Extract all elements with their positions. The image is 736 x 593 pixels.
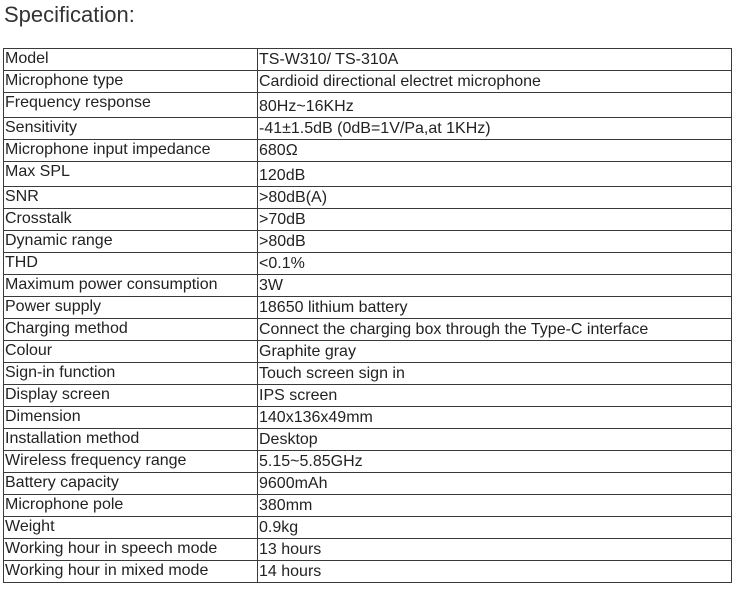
spec-value-weight: 0.9kg: [258, 517, 732, 539]
spec-label-model: Model: [4, 49, 258, 71]
spec-label-colour: Colour: [4, 341, 258, 363]
spec-value-input-impedance: 680Ω: [258, 140, 732, 162]
table-row: [4, 140, 732, 162]
table-row: [4, 187, 732, 209]
table-row: [4, 319, 732, 341]
spec-value-display-screen: IPS screen: [258, 385, 732, 407]
spec-value-power-supply: 18650 lithium battery: [258, 297, 732, 319]
spec-label-snr: SNR: [4, 187, 258, 209]
table-row: [4, 162, 732, 187]
spec-label-dynamic-range: Dynamic range: [4, 231, 258, 253]
spec-value-max-spl: 120dB: [258, 162, 732, 187]
spec-label-wireless-frequency-range: Wireless frequency range: [4, 451, 258, 473]
spec-value-colour: Graphite gray: [258, 341, 732, 363]
spec-value-dynamic-range: >80dB: [258, 231, 732, 253]
table-row: [4, 253, 732, 275]
spec-label-input-impedance: Microphone input impedance: [4, 140, 258, 162]
spec-label-mixed-mode-hours: Working hour in mixed mode: [4, 561, 258, 583]
page-title: Specification:: [4, 2, 135, 27]
table-row: [4, 231, 732, 253]
table-row: [4, 209, 732, 231]
spec-value-charging-method: Connect the charging box through the Type-C interface: [258, 319, 732, 341]
spec-value-frequency-response: 80Hz~16KHz: [258, 93, 732, 118]
spec-value-microphone-type: Cardioid directional electret microphone: [258, 71, 732, 93]
spec-label-power-supply: Power supply: [4, 297, 258, 319]
spec-label-sensitivity: Sensitivity: [4, 118, 258, 140]
table-row: [4, 473, 732, 495]
table-row: [4, 407, 732, 429]
spec-label-max-spl: Max SPL: [4, 162, 258, 187]
table-row: [4, 71, 732, 93]
spec-value-model: TS-W310/ TS-310A: [258, 49, 732, 71]
table-row: [4, 363, 732, 385]
spec-label-dimension: Dimension: [4, 407, 258, 429]
spec-value-installation-method: Desktop: [258, 429, 732, 451]
spec-value-microphone-pole: 380mm: [258, 495, 732, 517]
spec-value-mixed-mode-hours: 14 hours: [258, 561, 732, 583]
spec-label-thd: THD: [4, 253, 258, 275]
spec-label-frequency-response: Frequency response: [4, 93, 258, 118]
table-row: [4, 49, 732, 71]
spec-label-installation-method: Installation method: [4, 429, 258, 451]
spec-value-snr: >80dB(A): [258, 187, 732, 209]
table-row: [4, 495, 732, 517]
spec-label-weight: Weight: [4, 517, 258, 539]
spec-value-sensitivity: -41±1.5dB (0dB=1V/Pa,at 1KHz): [258, 118, 732, 140]
spec-label-microphone-pole: Microphone pole: [4, 495, 258, 517]
table-row: [4, 93, 732, 118]
spec-label-crosstalk: Crosstalk: [4, 209, 258, 231]
spec-value-speech-mode-hours: 13 hours: [258, 539, 732, 561]
spec-label-sign-in-function: Sign-in function: [4, 363, 258, 385]
table-row: [4, 118, 732, 140]
spec-label-battery-capacity: Battery capacity: [4, 473, 258, 495]
table-row: [4, 297, 732, 319]
table-row: [4, 561, 732, 583]
spec-value-dimension: 140x136x49mm: [258, 407, 732, 429]
table-row: [4, 539, 732, 561]
table-row: [4, 517, 732, 539]
spec-label-max-power-consumption: Maximum power consumption: [4, 275, 258, 297]
spec-value-sign-in-function: Touch screen sign in: [258, 363, 732, 385]
specification-table: [3, 48, 732, 583]
table-row: [4, 341, 732, 363]
spec-value-crosstalk: >70dB: [258, 209, 732, 231]
spec-label-microphone-type: Microphone type: [4, 71, 258, 93]
table-row: [4, 275, 732, 297]
spec-label-speech-mode-hours: Working hour in speech mode: [4, 539, 258, 561]
spec-value-wireless-frequency-range: 5.15~5.85GHz: [258, 451, 732, 473]
table-row: [4, 385, 732, 407]
table-row: [4, 429, 732, 451]
spec-label-charging-method: Charging method: [4, 319, 258, 341]
spec-label-display-screen: Display screen: [4, 385, 258, 407]
spec-value-battery-capacity: 9600mAh: [258, 473, 732, 495]
spec-value-max-power-consumption: 3W: [258, 275, 732, 297]
spec-value-thd: <0.1%: [258, 253, 732, 275]
table-row: [4, 451, 732, 473]
specification-table-body: [4, 49, 732, 583]
